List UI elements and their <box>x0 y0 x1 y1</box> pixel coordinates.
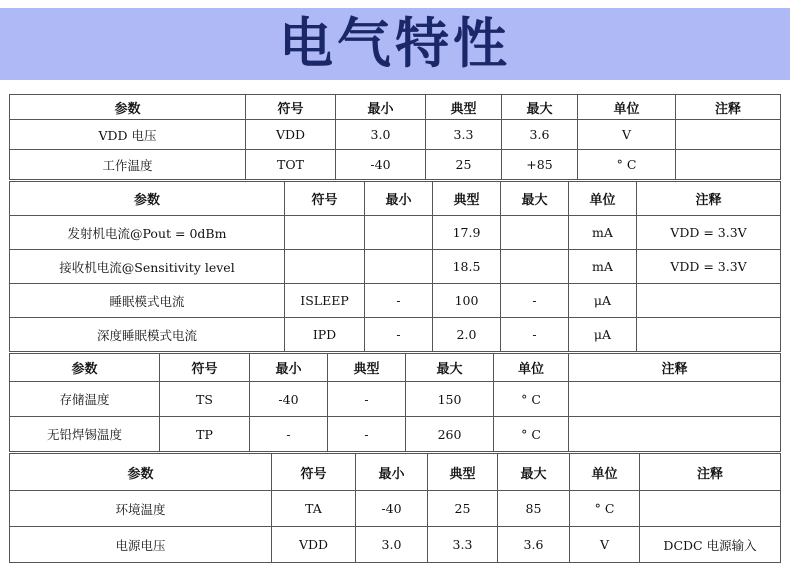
cell-unit: μA <box>569 284 637 318</box>
header-unit: 单位 <box>570 454 640 491</box>
cell-max: 85 <box>498 491 570 527</box>
cell-max: 3.6 <box>502 120 578 150</box>
cell-unit: ° C <box>494 382 569 417</box>
cell-min: -40 <box>336 150 426 180</box>
table-row <box>10 120 781 150</box>
cell-unit: μA <box>569 318 637 352</box>
cell-typ: 3.3 <box>428 527 498 563</box>
header-symbol: 符号 <box>246 95 336 120</box>
header-row <box>10 354 781 382</box>
header-param: 参数 <box>10 182 285 216</box>
cell-symbol: TA <box>272 491 356 527</box>
cell-unit: mA <box>569 216 637 250</box>
cell-param: 无铅焊锡温度 <box>10 417 160 452</box>
cell-symbol <box>285 216 365 250</box>
table-row <box>10 250 781 284</box>
header-row <box>10 95 781 120</box>
cell-max: 260 <box>406 417 494 452</box>
cell-min: - <box>250 417 328 452</box>
cell-param: 工作温度 <box>10 150 246 180</box>
header-max: 最大 <box>406 354 494 382</box>
header-note: 注释 <box>569 354 781 382</box>
cell-param: 环境温度 <box>10 491 272 527</box>
cell-typ: - <box>328 417 406 452</box>
cell-note <box>637 284 781 318</box>
cell-note <box>637 318 781 352</box>
cell-note <box>676 150 781 180</box>
cell-symbol: TS <box>160 382 250 417</box>
cell-note: VDD = 3.3V <box>637 250 781 284</box>
table-row <box>10 150 781 180</box>
header-typ: 典型 <box>328 354 406 382</box>
cell-typ: 100 <box>433 284 501 318</box>
cell-note: VDD = 3.3V <box>637 216 781 250</box>
cell-note <box>676 120 781 150</box>
cell-typ: - <box>328 382 406 417</box>
cell-min <box>365 250 433 284</box>
cell-typ: 25 <box>426 150 502 180</box>
header-unit: 单位 <box>578 95 676 120</box>
table-row <box>10 527 781 563</box>
header-max: 最大 <box>498 454 570 491</box>
cell-param: 睡眠模式电流 <box>10 284 285 318</box>
cell-param: 接收机电流@Sensitivity level <box>10 250 285 284</box>
cell-max <box>501 250 569 284</box>
header-min: 最小 <box>356 454 428 491</box>
header-min: 最小 <box>336 95 426 120</box>
spec-table-3 <box>9 353 781 452</box>
cell-symbol: IPD <box>285 318 365 352</box>
cell-param: VDD 电压 <box>10 120 246 150</box>
header-typ: 典型 <box>426 95 502 120</box>
cell-min: - <box>365 318 433 352</box>
table-row <box>10 491 781 527</box>
cell-typ: 3.3 <box>426 120 502 150</box>
cell-symbol: ISLEEP <box>285 284 365 318</box>
table-row <box>10 216 781 250</box>
cell-unit: ° C <box>494 417 569 452</box>
cell-symbol: VDD <box>246 120 336 150</box>
cell-max <box>501 216 569 250</box>
cell-unit: ° C <box>578 150 676 180</box>
cell-typ: 17.9 <box>433 216 501 250</box>
header-unit: 单位 <box>569 182 637 216</box>
header-param: 参数 <box>10 354 160 382</box>
cell-max: 3.6 <box>498 527 570 563</box>
cell-param: 电源电压 <box>10 527 272 563</box>
header-row <box>10 454 781 491</box>
cell-param: 深度睡眠模式电流 <box>10 318 285 352</box>
cell-symbol: TP <box>160 417 250 452</box>
cell-unit: ° C <box>570 491 640 527</box>
cell-symbol: TOT <box>246 150 336 180</box>
header-min: 最小 <box>250 354 328 382</box>
cell-typ: 18.5 <box>433 250 501 284</box>
cell-typ: 2.0 <box>433 318 501 352</box>
cell-max: +85 <box>502 150 578 180</box>
cell-min: 3.0 <box>336 120 426 150</box>
cell-max: - <box>501 318 569 352</box>
cell-note <box>640 491 781 527</box>
cell-min: - <box>365 284 433 318</box>
title-banner <box>0 8 790 80</box>
header-symbol: 符号 <box>272 454 356 491</box>
header-max: 最大 <box>501 182 569 216</box>
header-symbol: 符号 <box>285 182 365 216</box>
cell-unit: V <box>578 120 676 150</box>
page-title: 电气特性 <box>279 12 511 75</box>
cell-min: 3.0 <box>356 527 428 563</box>
cell-min <box>365 216 433 250</box>
header-unit: 单位 <box>494 354 569 382</box>
header-note: 注释 <box>637 182 781 216</box>
header-note: 注释 <box>676 95 781 120</box>
header-param: 参数 <box>10 95 246 120</box>
cell-param: 发射机电流@Pout = 0dBm <box>10 216 285 250</box>
header-typ: 典型 <box>428 454 498 491</box>
cell-min: -40 <box>356 491 428 527</box>
cell-max: 150 <box>406 382 494 417</box>
cell-param: 存储温度 <box>10 382 160 417</box>
spec-table-1 <box>9 94 781 180</box>
header-typ: 典型 <box>433 182 501 216</box>
spec-table-2 <box>9 181 781 352</box>
cell-symbol <box>285 250 365 284</box>
header-row <box>10 182 781 216</box>
cell-unit: mA <box>569 250 637 284</box>
table-row <box>10 417 781 452</box>
table-row <box>10 318 781 352</box>
cell-symbol: VDD <box>272 527 356 563</box>
spec-table-4 <box>9 453 781 563</box>
cell-note <box>569 417 781 452</box>
header-param: 参数 <box>10 454 272 491</box>
cell-typ: 25 <box>428 491 498 527</box>
table-row <box>10 284 781 318</box>
header-min: 最小 <box>365 182 433 216</box>
header-max: 最大 <box>502 95 578 120</box>
header-symbol: 符号 <box>160 354 250 382</box>
cell-unit: V <box>570 527 640 563</box>
cell-min: -40 <box>250 382 328 417</box>
cell-max: - <box>501 284 569 318</box>
table-row <box>10 382 781 417</box>
cell-note <box>569 382 781 417</box>
header-note: 注释 <box>640 454 781 491</box>
cell-note: DCDC 电源输入 <box>640 527 781 563</box>
